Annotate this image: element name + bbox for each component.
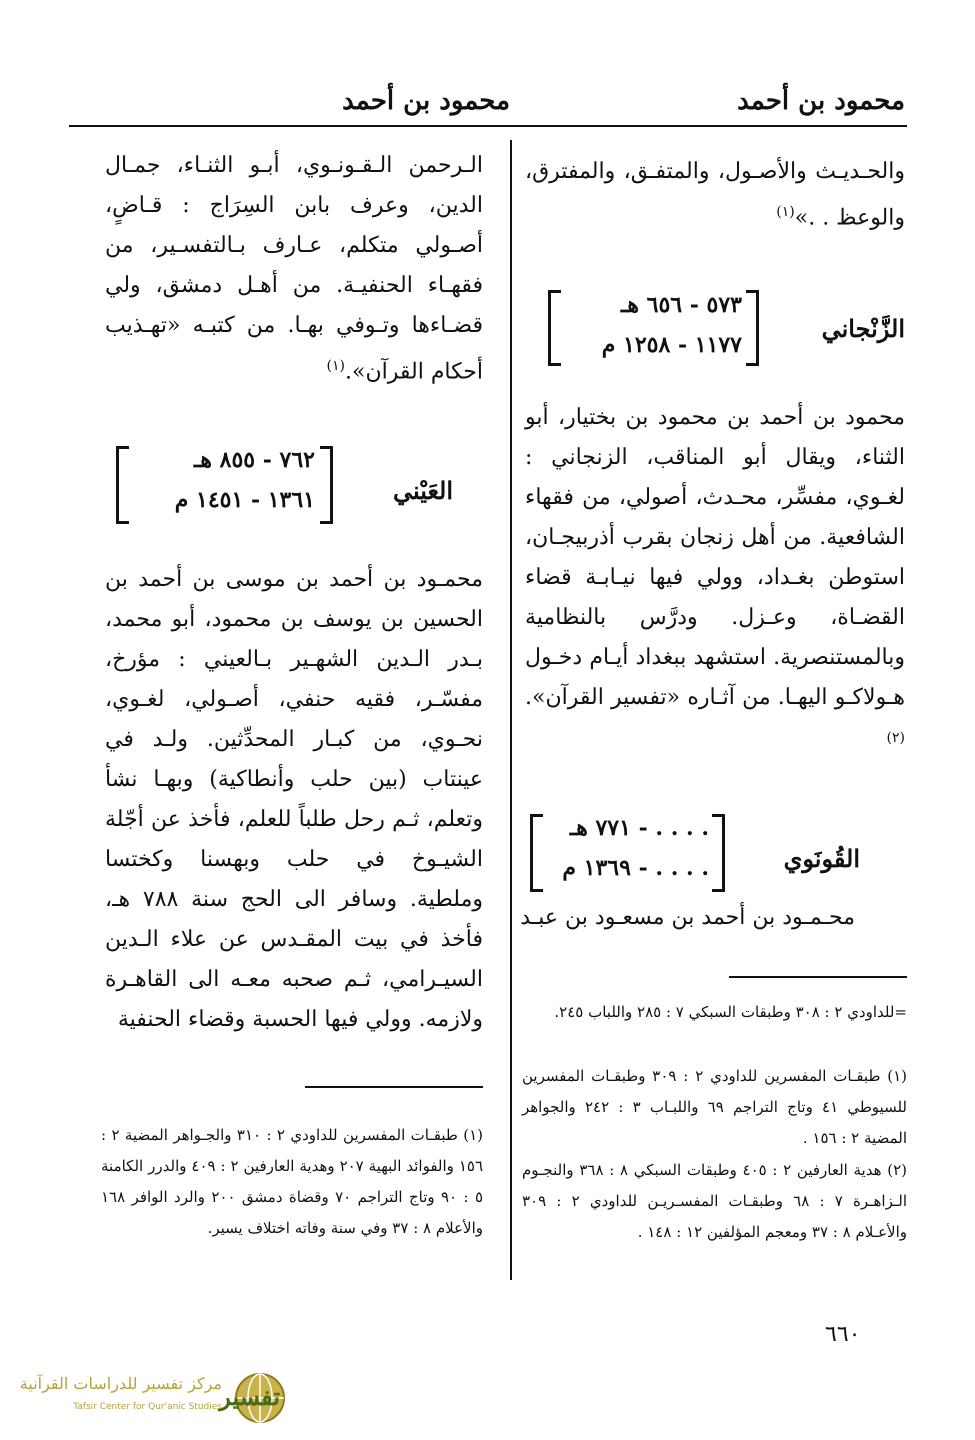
logo-english-name: Tafsir Center for Qur'anic Studies [73, 1402, 222, 1412]
page-number: ٦٦٠ [825, 1322, 861, 1347]
entry-name-aini: العَيْني [392, 476, 453, 505]
gregorian-date: . . . . - ١٣٦٩ م [562, 855, 709, 881]
entry-aini-dates [130, 440, 315, 520]
entry2-dates [544, 808, 709, 888]
logo-arabic-name: مركز تفسير للدراسات القرآنية [19, 1374, 222, 1393]
entry1-dates [562, 285, 742, 365]
date-bracket-left [116, 446, 129, 524]
hijri-date: . . . . - ٧٧١ هـ [569, 815, 709, 841]
date-bracket-left [548, 290, 561, 366]
gregorian-date: ١١٧٧ - ١٢٥٨ م [601, 332, 742, 358]
entry-name-zanjani: الزَّنْجاني [821, 314, 905, 343]
column-divider [510, 140, 512, 1280]
entry-name-qunawi: القُونَوي [783, 844, 860, 873]
footnote-rule-left [305, 1086, 483, 1088]
gregorian-date: ١٣٦١ - ١٤٥١ م [174, 487, 315, 513]
page-header-right: محمود بن أحمد [737, 86, 905, 116]
hijri-date: ٧٦٢ - ٨٥٥ هـ [193, 447, 315, 473]
date-bracket-left [530, 814, 543, 892]
right-footnote-2: (٢) هدية العارفين ٢ : ٤٠٥ وطبقات السبكي ٨ : ٣٦٨ والنجـوم الـزاهـرة ٧ : ٦٨ وطبقـات المفسـريـن للداودي ٢ : ٣٠٩ والأعـلام ٨ : ٣٧ ومعجم المؤلفين ١٢ : ١٤٨ . [522, 1161, 907, 1241]
left-intro-text: الـرحمن الـقـونـوي، أبـو الثنـاء، جمـال الدين، وعرف بابن السِرَاج : قـاضٍ، أصـولي متكلم، عـارف بـالتفسـير، من فقهـاء الحنفيـة. من أهـل دمشق، ولي قضـاءها وتـوفي بهـا. من كتبـه «تهـذيب أحكام القرآن».$^{(١)}$ [105, 153, 483, 385]
right-footnote-continuation: =للداودي ٢ : ٣٠٨ وطبقات السبكي ٧ : ٢٨٥ واللباب ٢٤٥. [554, 1003, 907, 1021]
right-intro-text: والحـديـث والأصـول، والمتفـق، والمفترق، والوعظ . .»$^{(١)}$ [525, 159, 905, 231]
date-bracket-right [712, 814, 725, 892]
entry1-text: محمود بن أحمد بن محمود بن بختيار، أبو الثناء، ويقال أبو المناقب، الزنجاني : لغـوي، مفسِّر، محـدث، أصولي، من فقهاء الشافعية. من أهل زنجان بقرب أذربيجـان، استوطن بغـداد، وولي فيها نيـابـة قضاء القضـاة، وعـزل. ودرَّس بالنظامية وبالمستنصرية. استشهد ببغداد أيـام دخـول هـولاكـو اليهـا. من آثـاره «تفسير القرآن».$^{(٢)}$ [525, 405, 905, 746]
hijri-date: ٥٧٣ - ٦٥٦ هـ [620, 292, 742, 318]
right-footnote-1: (١) طبقـات المفسرين للداودي ٢ : ٣٠٩ وطبقـات المفسرين للسيوطي ٤١ وتاج التراجم ٦٩ واللبـاب ٣ : ٢٤٢ والجواهر المضية ٢ : ١٥٦ . [522, 1067, 907, 1147]
date-bracket-right [746, 290, 759, 366]
publisher-logo [18, 1370, 288, 1426]
logo-main-text: تفسير [219, 1382, 280, 1411]
entry2-text: محـمـود بن أحمد بن مسعـود بن عبـد [520, 905, 855, 930]
left-footnote-1: (١) طبقـات المفسرين للداودي ٢ : ٣١٠ والجـواهر المضية ٢ : ١٥٦ والفوائد البهية ٢٠٧ وهدية العارفين ٢ : ٤٠٩ والدرر الكامنة ٥ : ٩٠ وتاج التراجم ٧٠ وقضاة دمشق ٢٠٠ والرد الوافر ١٦٨ والأعلام ٨ : ٣٧ وفي سنة وفاته اختلاف يسير. [101, 1126, 484, 1237]
header-rule [69, 125, 907, 127]
date-bracket-right [320, 446, 333, 524]
entry-aini-text: محمـود بن أحمد بن موسى بن أحمد بن الحسين بن يوسف بن محمود، أبو محمد، بـدر الـدين الشهـير بـالعيني : مؤرخ، مفسّـر، فقيه حنفي، أصـولي، لغـوي، نحـوي، من كبـار المحدِّثين. ولـد في عينتاب (بين حلب وأنطاكية) وبهـا نشأ وتعلم، ثـم رحل طلباً للعلم، فأخذ عن أجّلة الشيـوخ في حلب وبهسنا وكختسا وملطية. وسافر الى الحج سنة ٧٨٨ هـ، فأخذ في بيت المقـدس عن علاء الـدين السيـرامي، ثـم صحبه معـه الى القاهـرة ولازمه. وولي فيها الحسبة وقضاء الحنفية [105, 567, 484, 1032]
footnote-rule-right [729, 976, 907, 978]
page-header-center: محمود بن أحمد [342, 86, 510, 116]
